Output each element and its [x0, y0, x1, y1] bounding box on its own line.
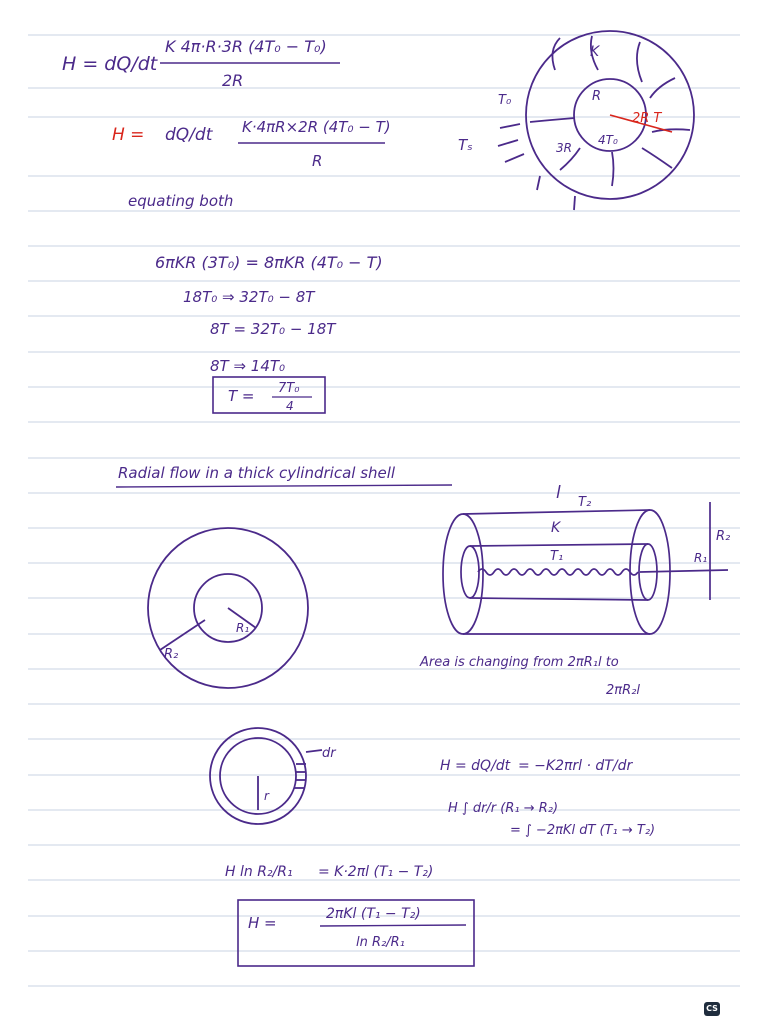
- step-3: 8T = 32T₀ − 18T: [210, 320, 336, 338]
- final-numerator: 2πKl (T₁ − T₂): [326, 906, 421, 922]
- cylinder-k-label: K: [551, 520, 561, 536]
- eq3-lhs: H = dQ/dt: [440, 758, 511, 774]
- sphere-3r-label: 3R: [556, 141, 572, 155]
- eq1-denominator: 2R: [222, 71, 244, 90]
- area-note-line2: 2πR₂l: [606, 683, 640, 698]
- shell-dr-label: dr: [322, 746, 336, 761]
- cylinder-r2-label: R₂: [716, 529, 731, 544]
- section-title: Radial flow in a thick cylindrical shell: [118, 464, 396, 482]
- sphere-ts-label: Tₛ: [458, 136, 473, 154]
- cylinder-l-label: l: [556, 483, 561, 503]
- final-bar: [320, 925, 466, 926]
- scanner-badge-icon: CS: [704, 1002, 720, 1016]
- final-denominator: ln R₂/R₁: [356, 935, 405, 950]
- sphere-k-label: K: [590, 44, 600, 60]
- cylinder-t2-label: T₂: [578, 495, 592, 510]
- cylinder-r1-label: R₁: [694, 551, 708, 565]
- eq2-dqdt: dQ/dt: [165, 125, 213, 145]
- result-lhs: T =: [228, 387, 255, 405]
- final-lhs: H =: [248, 914, 277, 932]
- concentric-rings: [148, 528, 308, 688]
- note-equating: equating both: [128, 192, 234, 210]
- step-4: 8T ⇒ 14T₀: [210, 357, 286, 375]
- sphere-2r-t-label: 2R T: [632, 111, 662, 126]
- eq1-lhs: H = dQ/dt: [62, 53, 158, 75]
- cylinder-t1-label: T₁: [550, 549, 564, 564]
- ring-r2-label: R₂: [164, 647, 179, 662]
- eq2-lhs: H =: [112, 125, 145, 145]
- result-numerator: 7T₀: [278, 381, 300, 396]
- area-note-line1: Area is changing from 2πR₁l to: [420, 655, 619, 670]
- step-1: 6πKR (3T₀) = 8πKR (4T₀ − T): [155, 253, 383, 272]
- section-title-underline: [116, 485, 452, 487]
- step-2: 18T₀ ⇒ 32T₀ − 8T: [183, 288, 315, 306]
- sphere-4t0-label: 4T₀: [598, 133, 618, 147]
- eq5-rhs: = K·2πl (T₁ − T₂): [318, 864, 434, 880]
- eq1-numerator: K 4π·R·3R (4T₀ − T₀): [165, 37, 327, 56]
- eq4-rhs: = ∫ −2πKl dT (T₁ → T₂): [510, 823, 656, 838]
- ring-r1-label: R₁: [236, 621, 250, 635]
- sphere-t0-label: T₀: [498, 93, 512, 108]
- eq2-numerator: K·4πR×2R (4T₀ − T): [242, 118, 391, 136]
- eq3-rhs: = −K2πrl · dT/dr: [518, 758, 633, 774]
- result-denominator: 4: [286, 399, 294, 413]
- sphere-r-label: R: [592, 89, 602, 104]
- eq4-lhs: H ∫ dr/r (R₁ → R₂): [448, 801, 559, 816]
- cylinder-diagram: [443, 502, 731, 634]
- eq5-lhs: H ln R₂/R₁: [225, 864, 293, 880]
- eq2-denominator: R: [312, 152, 323, 170]
- shell-r-label: r: [264, 789, 269, 803]
